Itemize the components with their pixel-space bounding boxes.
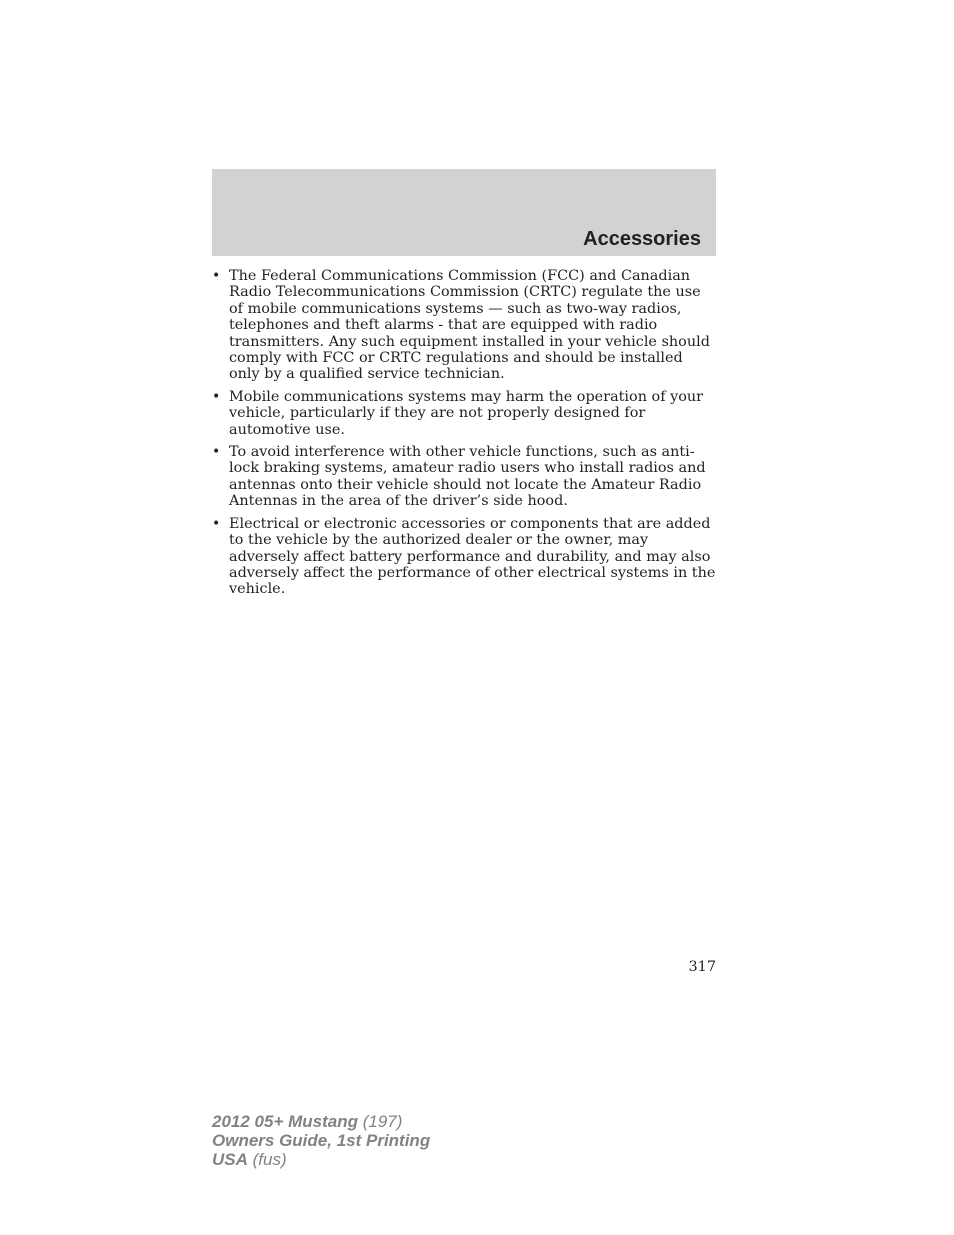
list-item xyxy=(212,389,716,438)
bullet-list xyxy=(212,268,716,604)
footer-model: 2012 05+ Mustang xyxy=(212,1112,358,1131)
bullet-text: To avoid interference with other vehicle functions, such as anti-lock braking systems, amateur radio users who install radios and antennas onto their vehicle should not locate the Amateur Radio Antennas in the area of the driver’s side hood. xyxy=(229,444,706,510)
footer-line-guide xyxy=(212,1131,430,1150)
list-item xyxy=(212,268,716,383)
document-footer xyxy=(212,1112,430,1169)
footer-guide: Owners Guide, 1st Printing xyxy=(212,1131,431,1150)
footer-model-code: (197) xyxy=(362,1112,403,1131)
footer-line-model xyxy=(212,1112,430,1131)
bullet-text: Mobile communications systems may harm the operation of your vehicle, particularly if they are not properly designed for automotive use. xyxy=(229,388,704,438)
bullet-text: The Federal Communications Commission (FCC) and Canadian Radio Telecommunications Commission (CRTC) regulate the use of mobile communications systems — such as two-way radios, telephones and theft alarms - that are equipped with radio transmitters. Any such equipment installed in your vehicle should comply with FCC or CRTC regulations and should be installed only by a qualified service technician. xyxy=(229,268,710,383)
footer-market: USA xyxy=(212,1150,248,1169)
footer-line-market xyxy=(212,1150,430,1169)
section-header-band xyxy=(212,169,716,256)
bullet-icon: • xyxy=(212,444,221,461)
list-item xyxy=(212,516,716,598)
bullet-icon: • xyxy=(212,268,221,284)
bullet-text: Electrical or electronic accessories or components that are added to the vehicle by the authorized dealer or the owner, may adversely affect battery performance and durability, and may also adversely affect the performance of other electrical systems in the vehicle. xyxy=(229,515,716,598)
bullet-icon: • xyxy=(212,388,221,405)
page-number: 317 xyxy=(688,959,716,975)
footer-market-code: (fus) xyxy=(252,1150,287,1169)
bullet-icon: • xyxy=(212,515,221,532)
section-title: Accessories xyxy=(583,228,701,250)
list-item xyxy=(212,444,716,510)
